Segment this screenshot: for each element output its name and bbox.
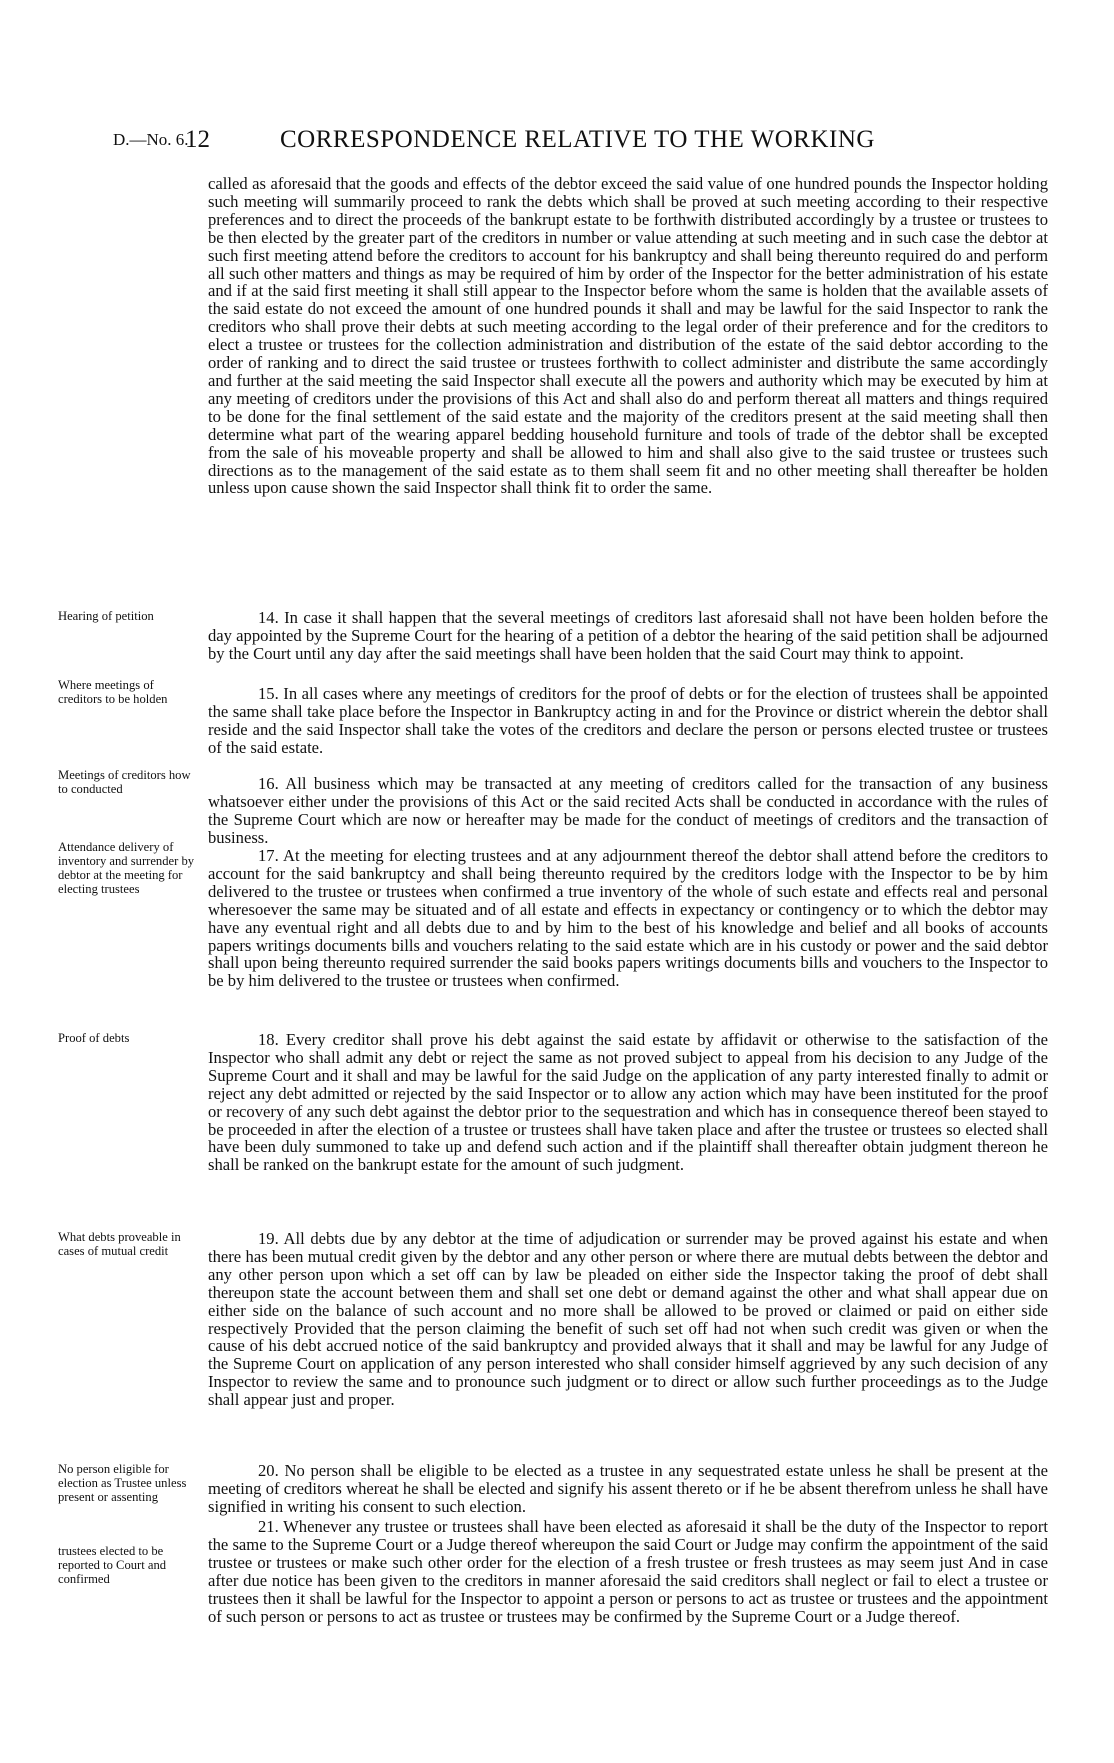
section-19: 19. All debts due by any debtor at the time of adjudication or surrender may be proved against his estate and when there has been mutual credit given by the debtor and any other person or where there are mutual debts between the debtor and any other person upon which a set off can by law be pleaded on either side the Inspector taking the proof of debt shall thereupon state the account between them and shall set one debt or demand against the other and what shall appear due on either side on the balance of such account and no more shall be allowed to be proved or claimed or paid on either side respectively Provided that the person claiming the benefit of such set off had not when such credit was given or when the cause of his debt accrued notice of the said bankruptcy and provided always that it shall and may be lawful for any Judge of the Supreme Court on application of any person interested who shall consider himself aggrieved by any such decision of any Inspector to review the same and to pronounce such judgment or to direct or allow such further proceedings as to the Judge shall appear just and proper. <box>208 1229 1048 1410</box>
margin-note-section-16: Meetings of creditors how to conducted <box>58 768 191 796</box>
document-reference: D.—No. 6. <box>113 130 189 149</box>
margin-note-section-14: Hearing of petition <box>58 609 154 623</box>
margin-note-section-21: trustees elected to be reported to Court and confirmed <box>58 1544 167 1586</box>
margin-note-section-15: Where meetings of creditors to be holden <box>58 678 168 706</box>
section-15: 15. In all cases where any meetings of creditors for the proof of debts or for the election of trustees shall be appointed the same shall take place before the Inspector in Bankruptcy acting in and for the Province or district wherein the debtor shall reside and the said Inspector shall take the votes of the creditors and declare the person or persons elected trustee or trustees of the said estate. <box>208 684 1048 757</box>
margin-note-section-17: Attendance delivery of inventory and surrender by debtor at the meeting for electing trustees <box>58 840 195 896</box>
margin-note-section-20: No person eligible for election as Trustee unless present or assenting <box>58 1462 187 1504</box>
opening-paragraph: called as aforesaid that the goods and effects of the debtor exceed the said value of one hundred pounds the Inspector holding such meeting will summarily proceed to rank the debts which shall be proved at such meeting according to their respective preferences and to direct the proceeds of the bankrupt estate to be forthwith distributed accordingly by a trustee or trustees to be then elected by the greater part of the creditors in number or value attending at such meeting and in such case the debtor at such first meeting attend before the creditors to account for his bankruptcy and shall being thereunto required do and perform all such other matters and things as may be required of him by order of the Inspector for the better administration of his estate and if at the said first meeting it shall still appear to the Inspector before whom the same is holden that the available assets of the said estate do not exceed the amount of one hundred pounds it shall and may be lawful for the said Inspector to rank the creditors who shall prove their debts at such meeting according to the legal order of their preference and for the creditors to elect a trustee or trustees for the collection administration and distribution of the estate of the said debtor according to the order of ranking and to direct the said trustee or trustees forthwith to collect administer and distribute the same accordingly and further at the said meeting the said Inspector shall execute all the powers and authority which may be executed by him at any meeting of creditors under the provisions of this Act and shall also do and perform thereat all matters and things required to be done for the final settlement of the said estate and the majority of the creditors present at the said meeting shall then determine what part of the wearing apparel bedding household furniture and tools of trade of the debtor shall be excepted from the sale of his moveable property and shall be allowed to him and shall also give to the said trustee or trustees such directions as to the management of the said estate as to them shall seem fit and no other meeting shall thereafter be holden unless upon cause shown the said Inspector shall think fit to order the same. <box>208 174 1048 498</box>
section-18: 18. Every creditor shall prove his debt against the said estate by affidavit or otherwise to the satisfaction of the Inspector who shall admit any debt or reject the same as not proved subject to appeal from his decision to any Judge of the Supreme Court and it shall and may be lawful for the said Judge on the application of any party interested finally to admit or reject any debt admitted or rejected by the said Inspector or to allow any action which may have been instituted for the proof or recovery of any such debt against the debtor prior to the sequestration and which has in consequence thereof been stayed to be proceeded in after the election of a trustee or trustees shall have taken place and after the trustee or trustees so elected shall have been duly summoned to take up and defend such action and if the plaintiff shall thereafter obtain judgment thereon he shall be ranked on the bankrupt estate for the amount of such judgment. <box>208 1030 1048 1175</box>
margin-note-section-18: Proof of debts <box>58 1031 130 1045</box>
margin-note-section-19: What debts proveable in cases of mutual credit <box>58 1230 181 1258</box>
page-number: 12 <box>185 126 210 153</box>
section-21: 21. Whenever any trustee or trustees shall have been elected as aforesaid it shall be the duty of the Inspector to report the same to the Supreme Court or a Judge thereof whereupon the said Court or Judge may confirm the appointment of the said trustee or trustees or make such other order for the election of a fresh trustee or fresh trustees as may seem just And in case after due notice has been given to the creditors in manner aforesaid the said creditors shall neglect or fail to elect a trustee or trustees then it shall be lawful for the Inspector to appoint a person or persons to act as trustee or trustees and the appointment of such person or persons to act as trustee or trustees may be confirmed by the Supreme Court or a Judge thereof. <box>208 1517 1048 1626</box>
section-20: 20. No person shall be eligible to be elected as a trustee in any sequestrated estate unless he shall be present at the meeting of creditors whereat he shall be elected and signify his assent thereto or if he be absent therefrom unless he shall have signified in writing his consent to such election. <box>208 1461 1048 1516</box>
section-14: 14. In case it shall happen that the several meetings of creditors last aforesaid shall not have been holden before the day appointed by the Supreme Court for the hearing of a petition of a debtor the hearing of the said petition shall be adjourned by the Court until any day after the said meetings shall have been holden that the said Court may think to appoint. <box>208 608 1048 663</box>
section-16: 16. All business which may be transacted at any meeting of creditors called for the transaction of any business whatsoever either under the provisions of this Act or the said recited Acts shall be conducted in accordance with the rules of the Supreme Court which are now or hereafter may be made for the conduct of meetings of creditors and the transaction of business. <box>208 774 1048 847</box>
page-header <box>0 126 1114 160</box>
page-title: CORRESPONDENCE RELATIVE TO THE WORKING <box>280 126 875 153</box>
section-17: 17. At the meeting for electing trustees and at any adjournment thereof the debtor shall attend before the creditors to account for the said bankruptcy and shall being thereunto required by the creditors lodge with the Inspector to be by him delivered to the trustee or trustees when confirmed a true inventory of the whole of such estate and effects real and personal wheresoever the same may be situated and of all estate and effects in expectancy or contingency or to which the debtor may have any eventual right and all debts due to and by him to the best of his knowledge and belief and all books of accounts papers writings documents bills and vouchers relating to the said estate which are in his custody or power and the said debtor shall upon being thereunto required surrender the said books papers writings documents bills and vouchers to the Inspector to be by him delivered to the trustee or trustees when confirmed. <box>208 846 1048 991</box>
